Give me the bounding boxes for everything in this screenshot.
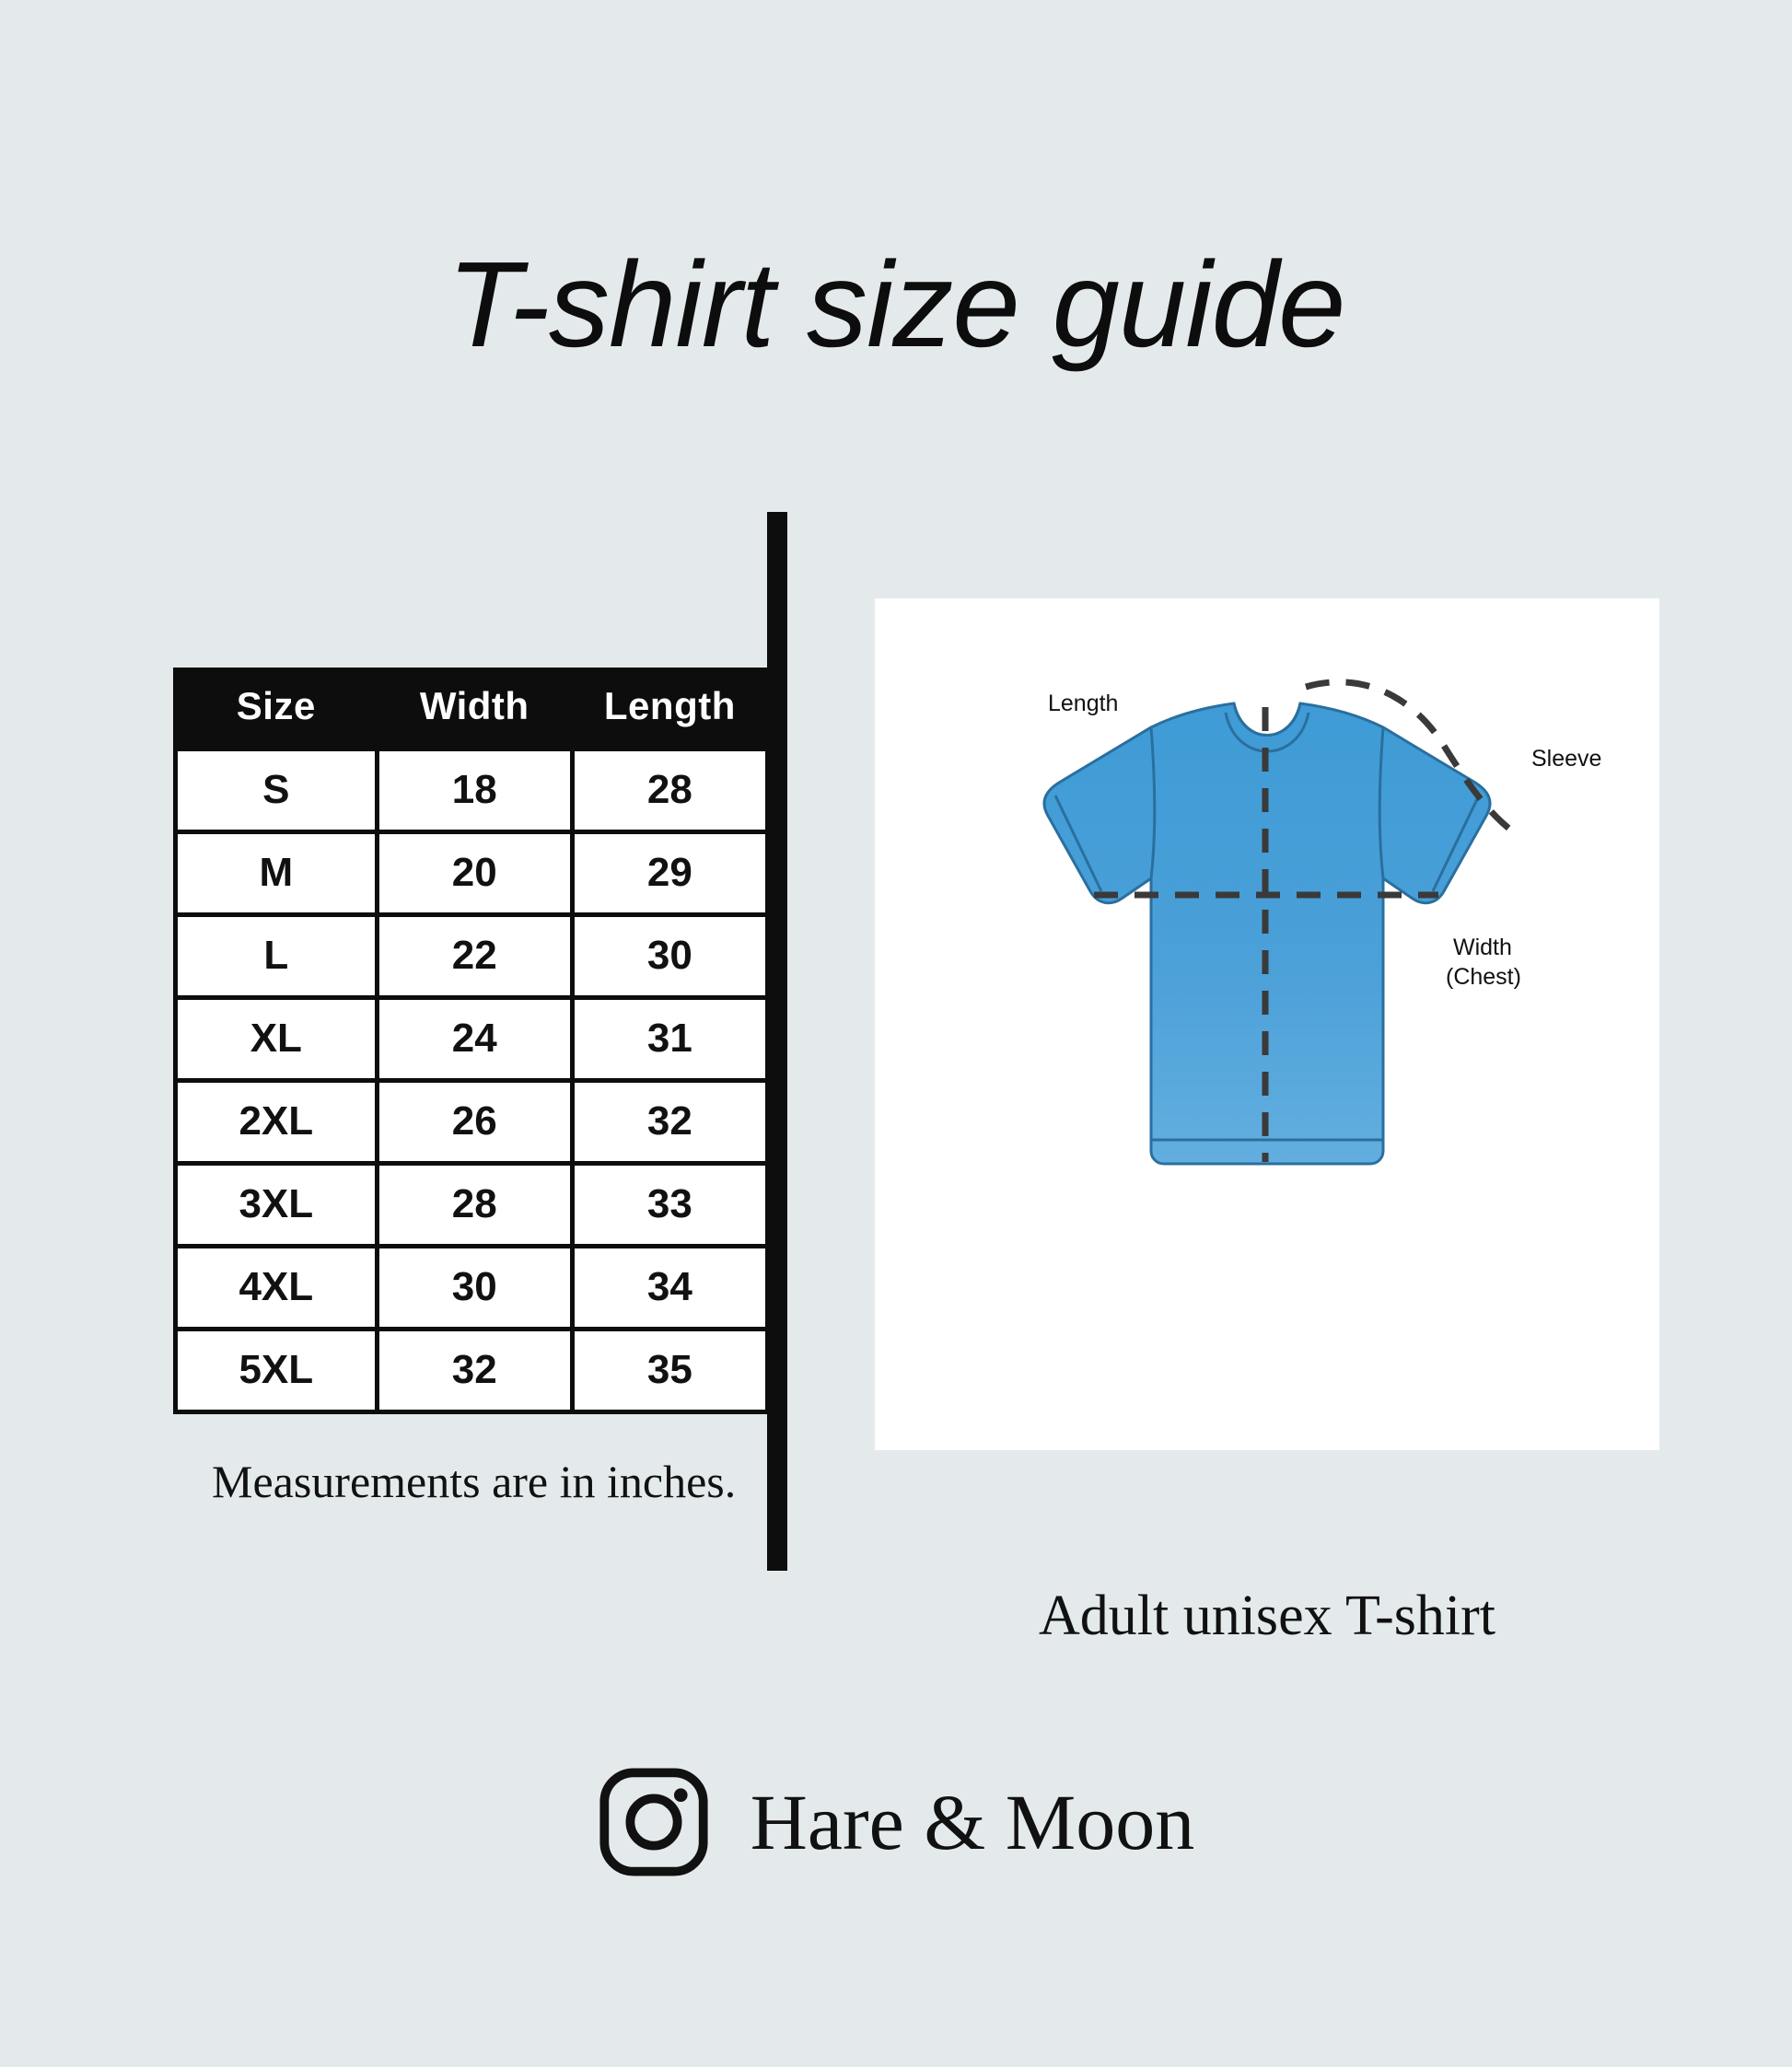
table-row: [176, 1330, 768, 1412]
label-sleeve: Sleeve: [1531, 746, 1602, 772]
cell-size: 5XL: [176, 1330, 378, 1412]
decorative-vertical-bar: [767, 512, 787, 1571]
measurement-note: Measurements are in inches.: [212, 1456, 737, 1507]
size-table: [173, 668, 770, 1414]
column-header-size: Size: [176, 668, 378, 749]
cell-size: XL: [176, 998, 378, 1081]
table-row: [176, 1247, 768, 1330]
cell-size: M: [176, 832, 378, 915]
table-row: [176, 1164, 768, 1247]
cell-width: 30: [377, 1247, 572, 1330]
size-table-container: [173, 668, 770, 1414]
cell-size: 4XL: [176, 1247, 378, 1330]
cell-size: S: [176, 749, 378, 832]
footer-brand: [0, 1766, 1792, 1878]
cell-width: 18: [377, 749, 572, 832]
cell-width: 26: [377, 1081, 572, 1164]
table-row: [176, 915, 768, 998]
tshirt-diagram-card: [875, 598, 1659, 1450]
table-row: [176, 1081, 768, 1164]
table-row: [176, 998, 768, 1081]
cell-width: 28: [377, 1164, 572, 1247]
cell-length: 31: [572, 998, 767, 1081]
cell-length: 30: [572, 915, 767, 998]
brand-name: Hare & Moon: [750, 1778, 1195, 1866]
cell-length: 33: [572, 1164, 767, 1247]
cell-width: 24: [377, 998, 572, 1081]
label-width: Width: [1453, 935, 1512, 960]
cell-width: 32: [377, 1330, 572, 1412]
cell-length: 32: [572, 1081, 767, 1164]
cell-length: 29: [572, 832, 767, 915]
table-header-row: [176, 668, 768, 749]
instagram-icon[interactable]: [598, 1766, 710, 1878]
cell-width: 20: [377, 832, 572, 915]
page-title: T-shirt size guide: [447, 237, 1345, 372]
cell-size: 3XL: [176, 1164, 378, 1247]
cell-size: 2XL: [176, 1081, 378, 1164]
diagram-caption: Adult unisex T-shirt: [1038, 1585, 1496, 1647]
cell-length: 28: [572, 749, 767, 832]
cell-width: 22: [377, 915, 572, 998]
cell-length: 35: [572, 1330, 767, 1412]
table-row: [176, 749, 768, 832]
column-header-length: Length: [572, 668, 767, 749]
cell-length: 34: [572, 1247, 767, 1330]
cell-size: L: [176, 915, 378, 998]
label-length: Length: [1048, 691, 1119, 716]
table-row: [176, 832, 768, 915]
label-width-sub: (Chest): [1446, 964, 1521, 990]
column-header-width: Width: [377, 668, 572, 749]
tshirt-diagram-svg: [875, 598, 1659, 1450]
